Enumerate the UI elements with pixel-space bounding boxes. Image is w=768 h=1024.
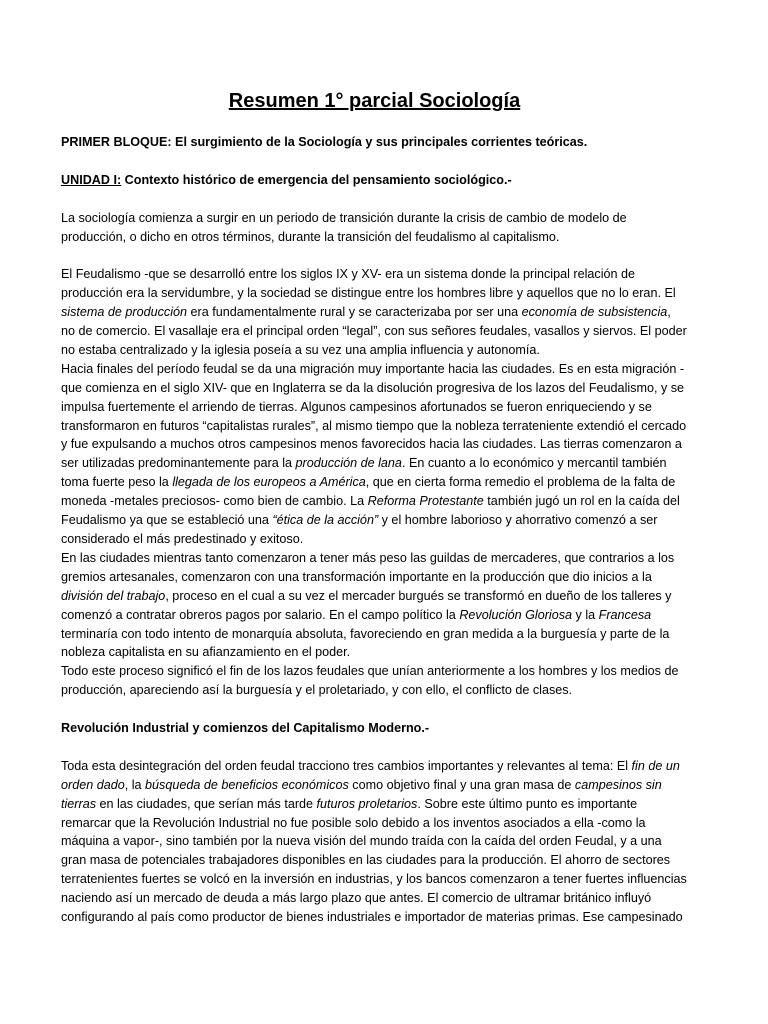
paragraph-ciudades — [61, 549, 688, 662]
text-run: . En cuanto a lo económico y mercantil también toma fuerte peso la — [61, 456, 667, 490]
paragraph-intro: La sociología comienza a surgir en un periodo de transición durante la crisis de cambio de modelo de producción, o dicho en otros términos, durante la transición del feudalismo al capitalismo. — [61, 210, 627, 244]
text-run: En las ciudades mientras tanto comenzaron a tener más peso las guildas de mercaderes, que contrarios a los gremios artesanales, comenzaron con una transformación importante en la producción que dio inicios a la — [61, 550, 675, 584]
italic-term: Reforma Protestante — [367, 494, 484, 509]
italic-term: producción de lana — [295, 456, 402, 471]
text-run: , no de comercio. El vasallaje era el principal orden “legal”, con sus señores feudales, vasallos y siervos. El poder no estaba centralizado y la iglesia poseía a su vez una amplia influencia y autonomía. — [61, 305, 687, 357]
paragraph-migracion — [61, 360, 688, 549]
text-run: en las ciudades, que serían más tarde — [96, 796, 317, 811]
bloque-heading: PRIMER BLOQUE: El surgimiento de la Sociología y sus principales corrientes teóricas. — [61, 135, 588, 149]
text-run: Hacia finales del período feudal se da una migración muy importante hacia las ciudades. Es en esta migración -que comienza en el siglo XIV- que en Inglaterra se da la disolución progresiva de los lazos del Feudalismo, y se impulsa fuertemente el arriendo de tierras. Algunos campesinos afortunados se fueron enriqueciendo y se transformaron en futuros “capitalistas rurales”, al mismo tiempo que la nobleza terrateniente extendió el cercado y fue expulsando a muchos otros campesinos menos favorecidos hacia las ciudades. Las tierras comenzaron a ser utilizadas predominantemente para la — [61, 361, 687, 471]
text-run: . Sobre este último punto es importante remarcar que la Revolución Industrial no fue posible solo debido a los inventos asociados a ella -como la máquina a vapor-, sino también por la nueva visión del mundo traída con la caída del orden Feudal, y a una gran masa de potenciales trabajadores disponibles en las ciudades para la producción. El ahorro de sectores terratenientes fuertes se volcó en la inversión en industrias, y los bancos comenzaron a tener fuertes influencias naciendo así un mercado de deuda a más largo plazo que antes. El comercio de ultramar británico influyó configurando al país como productor de bienes industriales e importador de materias primas. Ese campesinado — [61, 796, 687, 925]
text-run: , que en cierta forma remedio el problema de la falta de moneda -metales preciosos- como bien de cambio. La — [61, 475, 676, 509]
text-run: y la — [572, 607, 599, 622]
unidad-label: UNIDAD I: — [61, 172, 122, 187]
text-run: terminaría con todo intento de monarquía absoluta, favoreciendo en gran medida a la burguesía y parte de la nobleza capitalista en su afianzamiento en el poder. — [61, 626, 670, 660]
text-run: , la — [124, 777, 146, 792]
text-run: como objetivo final y una gran masa de — [348, 777, 575, 792]
unidad-heading — [61, 171, 688, 190]
section-heading-revolucion-industrial: Revolución Industrial y comienzos del Capitalismo Moderno.- — [61, 721, 430, 736]
unidad-title: Contexto histórico de emergencia del pensamiento sociológico.- — [121, 172, 512, 187]
text-run: , proceso en el cual a su vez el mercader burgués se transformó en dueño de los talleres y comenzó a contratar obreros pagos por salario. En el campo político la — [61, 588, 672, 622]
italic-term: economía de subsistencia — [521, 305, 668, 320]
italic-term: campesinos sin tierras — [61, 777, 662, 811]
italic-term: “ética de la acción” — [272, 513, 379, 528]
text-run: El Feudalismo -que se desarrolló entre los siglos IX y XV- era un sistema donde la principal relación de producción era la servidumbre, y la sociedad se distingue entre los hombres libre y aquellos que no lo eran. El — [61, 267, 676, 301]
paragraph-feudalismo — [61, 265, 688, 360]
italic-term: Revolución Gloriosa — [459, 607, 573, 622]
italic-term: futuros proletarios — [316, 796, 418, 811]
italic-term: sistema de producción — [61, 305, 188, 320]
text-run: y el hombre laborioso y ahorrativo comenzó a ser considerado el más predestinado y exitoso. — [61, 513, 658, 546]
italic-term: Francesa — [598, 607, 652, 622]
italic-term: división del trabajo — [61, 588, 166, 603]
italic-term: fin de un orden dado — [61, 758, 680, 792]
page-title: Resumen 1° parcial Sociología — [228, 90, 521, 112]
italic-term: búsqueda de beneficios económicos — [145, 777, 349, 792]
text-run: también jugó un rol en la caída del Feudalismo ya que se estableció una — [61, 494, 680, 528]
paragraph-revolucion-industrial — [61, 757, 688, 927]
paragraph-conclusion: Todo este proceso significó el fin de los lazos feudales que unían anteriormente a los hombres y los medios de producción, apareciendo así la burguesía y el proletariado, y con ello, el conflicto de clases. — [61, 664, 679, 698]
text-run: era fundamentalmente rural y se caracterizaba por ser una — [187, 305, 522, 320]
italic-term: llegada de los europeos a América — [172, 475, 366, 490]
text-run: Toda esta desintegración del orden feudal tracciono tres cambios importantes y relevantes al tema: El — [61, 758, 632, 773]
